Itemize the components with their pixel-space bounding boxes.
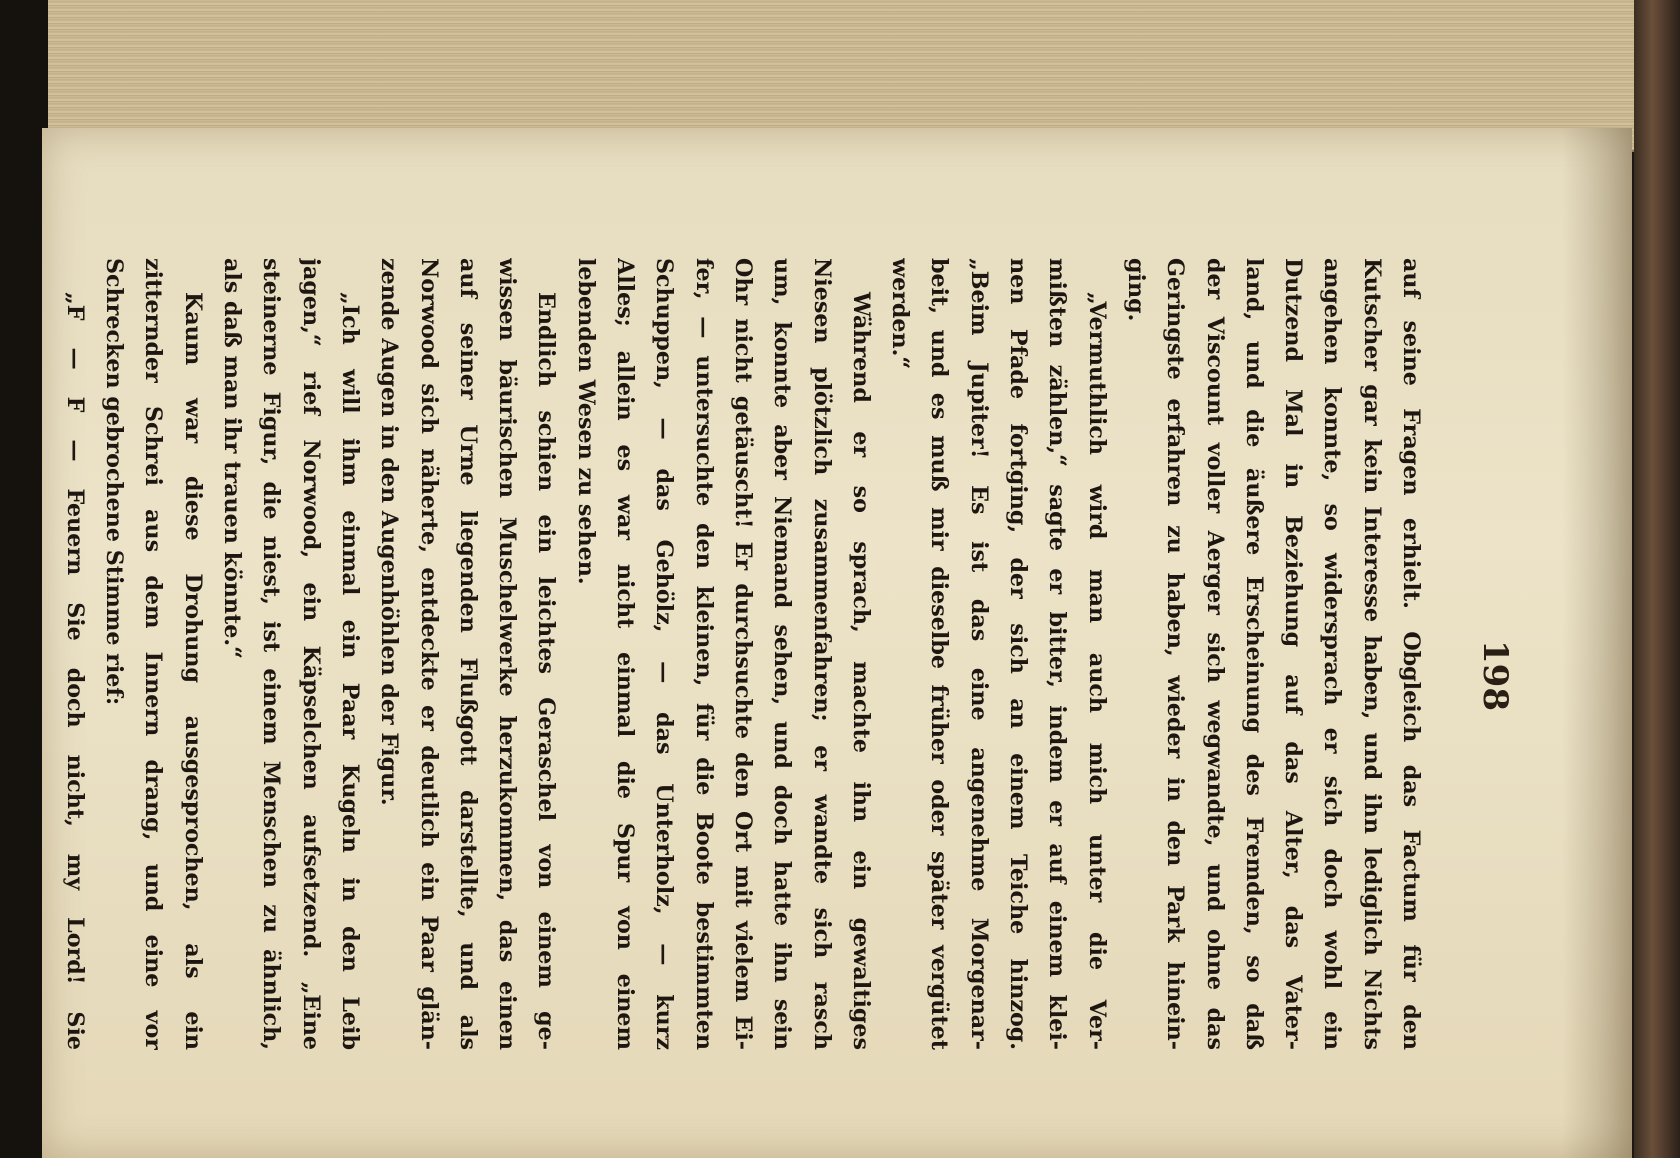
text-line: Endlich schien ein leichtes Geraschel von einem ge- bbox=[533, 292, 560, 1050]
text-line: „Vermuthlich wird man auch mich unter die Ver- bbox=[1083, 292, 1110, 1050]
text-line: Dutzend Mal in Beziehung auf das Alter, das Vater- bbox=[1280, 258, 1307, 1050]
page-gutter bbox=[1562, 128, 1632, 1158]
text-line: mißten zählen,“ sagte er bitter, indem er auf einem klei- bbox=[1044, 258, 1071, 1050]
text-line: Schrecken gebrochene Stimme rief: bbox=[101, 258, 128, 706]
text-line: auf seine Fragen erhielt. Obgleich das Factum für den bbox=[1398, 258, 1424, 1050]
text-line: wissen bäurischen Muschelwerke herzukommen, das einen bbox=[494, 258, 521, 1050]
page-number: 198 bbox=[1475, 640, 1515, 711]
text-line: angehen konnte, so widersprach er sich doch wohl ein bbox=[1319, 258, 1346, 1050]
text-line: nen Pfade fortging, der sich an einem Teiche hinzog. bbox=[1005, 258, 1032, 1050]
text-line: der Viscount voller Aerger sich wegwandte, und ohne das bbox=[1201, 258, 1228, 1050]
text-line: zitternder Schrei aus dem Innern drang, und eine vor bbox=[140, 258, 167, 1050]
text-line: ging. bbox=[1122, 258, 1149, 322]
text-line: Geringste erfahren zu haben, wieder in den Park hinein- bbox=[1162, 258, 1189, 1050]
text-line: Niesen plötzlich zusammenfahren; er wandte sich rasch bbox=[808, 258, 835, 1050]
text-line: steinerne Figur, die niest, ist einem Menschen zu ähnlich, bbox=[258, 258, 285, 1050]
book-spine bbox=[1634, 0, 1680, 1158]
text-line: „Ich will ihm einmal ein Paar Kugeln in den Leib bbox=[336, 292, 363, 1050]
text-line: um, konnte aber Niemand sehen, und doch hatte ihn sein bbox=[769, 258, 796, 1050]
text-line: auf seiner Urne liegenden Flußgott darstellte, und als bbox=[454, 258, 481, 1050]
text-line: werden.“ bbox=[887, 258, 914, 370]
text-block bbox=[61, 258, 1430, 1050]
text-line: „F — F — Feuern Sie doch nicht, my Lord! Sie bbox=[61, 292, 88, 1050]
text-line: lebenden Wesen zu sehen. bbox=[572, 258, 599, 585]
text-line: zende Augen in den Augenhöhlen der Figur. bbox=[376, 258, 403, 806]
text-line: Norwood sich näherte, entdeckte er deutlich ein Paar glän- bbox=[415, 258, 442, 1050]
text-line: Schuppen, — das Gehölz, — das Unterholz, — kurz bbox=[651, 258, 678, 1050]
text-line: Kutscher gar kein Interesse haben, und ihn lediglich Nichts bbox=[1358, 258, 1385, 1050]
text-line: Ohr nicht getäuscht! Er durchsuchte den Ort mit vielem Ei- bbox=[729, 258, 756, 1050]
text-line: Kaum war diese Drohung ausgesprochen, als ein bbox=[179, 292, 206, 1050]
text-line: Alles; allein es war nicht einmal die Spur von einem bbox=[612, 258, 639, 1050]
text-line: als daß man ihr trauen könnte.“ bbox=[219, 258, 246, 659]
text-line: „Beim Jupiter! Es ist das eine angenehme Morgenar- bbox=[965, 258, 992, 1050]
text-line: jagen,“ rief Norwood, ein Käpselchen aufsetzend. „Eine bbox=[297, 258, 324, 1050]
text-line: fer, — untersuchte den kleinen, für die Boote bestimmten bbox=[690, 258, 717, 1050]
text-line: Während er so sprach, machte ihn ein gewaltiges bbox=[847, 292, 874, 1050]
text-line: beit, und es muß mir dieselbe früher oder später vergütet bbox=[926, 258, 953, 1050]
text-line: land, und die äußere Erscheinung des Fremden, so daß bbox=[1240, 258, 1267, 1050]
